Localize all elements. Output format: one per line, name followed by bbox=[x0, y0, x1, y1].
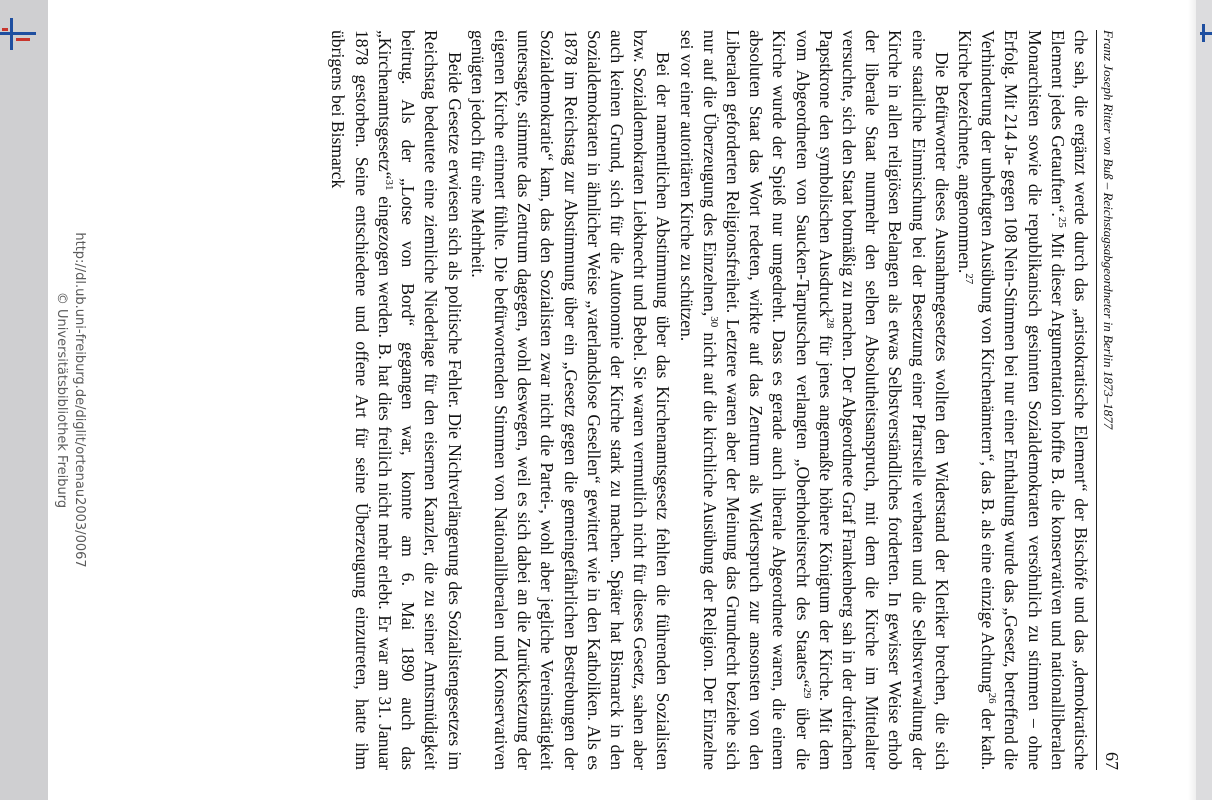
p1-text: che sah, die ergänzt werde durch das „aristokratische Element“ der Bischöfe und das „demokratische Element jedes Getauften“. bbox=[1047, 30, 1091, 770]
scanned-page bbox=[48, 0, 1196, 800]
running-header bbox=[1096, 30, 1122, 770]
vertical-watermark bbox=[53, 232, 87, 567]
footnote-ref: 27 bbox=[962, 273, 975, 285]
p2-text-end: nicht auf die kirchliche Ausübung der Religion. Der Einzelne sei vor einer autoritären Kirche zu schützen. bbox=[676, 30, 720, 770]
p2-text-cont: für jenes angemaßte höhere Königtum der Kirche. Mit dem vom Abgeordneten von Saucken-Tarputschen verlangten „Oberhoheitsrecht des Staates“ bbox=[792, 30, 836, 770]
p1-text-end: der kath. Kirche bezeichnete, angenommen. bbox=[954, 30, 999, 771]
paragraph-1 bbox=[953, 30, 1092, 770]
rotated-page-content bbox=[107, 30, 1122, 771]
running-title: Franz Joseph Ritter von Buß – Reichstagsabgeordneter in Berlin 1873–1877 bbox=[1101, 30, 1116, 430]
watermark-copyright: © Universitätsbibliothek Freiburg bbox=[54, 291, 69, 509]
paragraph-4 bbox=[326, 30, 465, 770]
page-edge-shadow bbox=[1188, 0, 1196, 800]
footnote-ref: 30 bbox=[707, 316, 720, 328]
p2-text-cont2: über die Kirche wurde der Spieß nur umgedreht. Dass es gerade auch liberale Abgeordnete waren, die einem absoluten Staat das Wort redeten, wirkte auf das Zentrum als Widerspruch zur ansonsten von den Liberalen geforderten Religionsfreiheit. Letztere waren aber der Meinung das Grundrecht beziehe sich nur auf die Überzeugung des Einzelnen, bbox=[699, 30, 813, 770]
p1-text-cont: Mit dieser Argumentation hoffte B. die konservativen und nationalliberalen Monarchisten sowie die republikanisch gesinnten Sozialdemokraten versöhnlich zu stimmen – ohne Erfolg. Mit 214 Ja- gegen 108 Nein-Stimmen bei nur einer Enthaltung wurde das „Gesetz, betreffend die Verhinderung der unbefugten Ausübung von Kirchenämtern“, das B. als eine einzige Achtung bbox=[978, 30, 1068, 771]
footnote-ref: 26 bbox=[986, 692, 999, 704]
p4-text: Beide Gesetze erwiesen sich als politische Fehler. Die Nichtverlängerung des Sozialistengesetzes im Reichstag bedeutete eine ziemliche Niederlage für den eisernen Kanzler, die zu seiner Amtsmüdigkeit beitrug. Als der „Lotse von Bord“ gegangen war, konnte am 6. Mai 1890 auch das „Kirchenamtsgesetz“ bbox=[374, 30, 465, 770]
paragraph-3 bbox=[466, 30, 675, 770]
left-margin-strip bbox=[0, 0, 48, 800]
body-text bbox=[326, 30, 1092, 770]
watermark-url: http://dl.ub.uni-freiburg.de/diglit/ortenau2003/0067 bbox=[72, 232, 87, 568]
library-logo-icon-right bbox=[1198, 14, 1212, 54]
footnote-ref: 29 bbox=[800, 687, 813, 699]
right-margin-strip bbox=[1196, 0, 1212, 800]
p3-text: Bei der namentlichen Abstimmung über das Kirchenamtsgesetz fehlten die führenden Sozialisten bzw. Sozialdemokraten Liebknecht und Bebel. Sie waren vermutlich nicht für dieses Gesetz, sahen aber auch keinen Grund, sich für die Autonomie der Kirche stark zu machen. Später hat Bismarck in den Sozialdemokraten in ähnlicher Weise „vaterlandslose Gesellen“ gewittert wie in den Katholiken. Als es 1878 im Reichstag zur Abstimmung über ein „Gesetz gegen die gemeingefährlichen Bestrebungen der Sozialdemokratie“ kam, das den Sozialisten zwar nicht die Partei-, wohl aber jegliche Vereinstätigkeit untersagte, stimmte das Zentrum dagegen, wohl deswegen, weil es sich dabei an die Zurücksetzung der eigenen Kirche erinnert fühlte. Die befürwortenden Stimmen von Nationalliberalen und Konservativen genügten jedoch für eine Mehrheit. bbox=[467, 30, 674, 770]
page-number: 67 bbox=[1102, 752, 1122, 770]
p2-text: Die Befürworter dieses Ausnahmegesetzes wollten den Widerstand der Kleriker brechen, die sich eine staatliche Einmischung bei der Besetzung einer Pfarrstelle verbaten und die Selbstverwaltung der Kirche in allen religiösen Belangen als etwas Selbstverständliches forderten. In gewisser Weise erhob der liberale Staat nunmehr den selben Absolutheitsanspruch, mit dem die Kirche im Mittelalter versuchte, sich den Staat botmäßig zu machen. Der Abgeordnete Graf Frankenberg sah in der dreifachen Papstkrone den symbolischen Ausdruck bbox=[815, 30, 952, 770]
footnote-ref: 31 bbox=[382, 179, 395, 191]
paragraph-2 bbox=[674, 30, 952, 770]
footnote-ref: 25 bbox=[1055, 216, 1068, 228]
library-logo-icon bbox=[0, 14, 40, 54]
p4-text-end: eingezogen werden. B. hat dies freilich nicht mehr erlebt. Er war am 31. Januar 1878 gestorben. Seine entschiedene und offene Art für seine Überzeugung einzutreten, hatte ihm übrigens bei Bismarck bbox=[328, 30, 395, 770]
footnote-ref: 28 bbox=[823, 317, 836, 329]
